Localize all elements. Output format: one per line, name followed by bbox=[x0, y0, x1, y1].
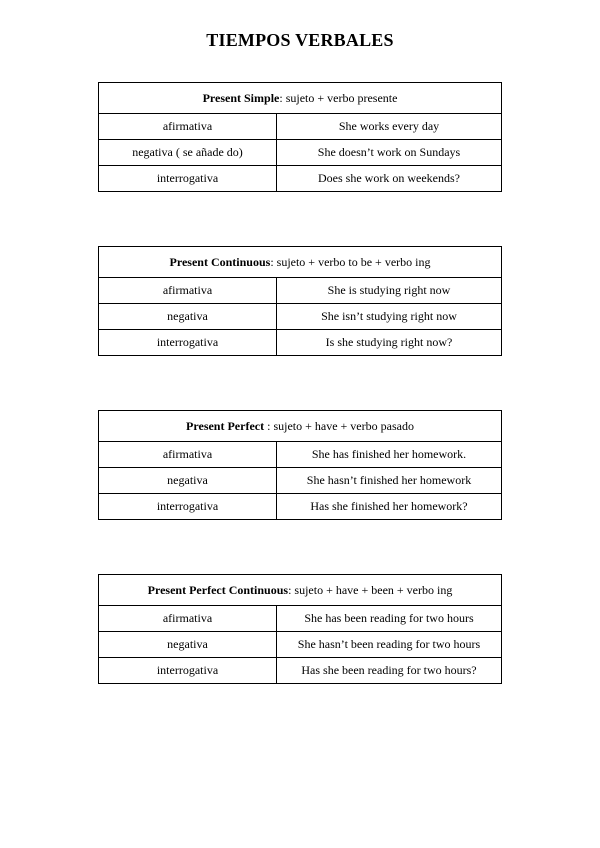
form-cell: afirmativa bbox=[99, 278, 277, 304]
table-row bbox=[99, 114, 502, 140]
form-cell: negativa bbox=[99, 468, 277, 494]
table-row bbox=[99, 658, 502, 684]
tense-formula: : sujeto + have + been + verbo ing bbox=[288, 582, 453, 597]
form-cell: interrogativa bbox=[99, 166, 277, 192]
form-cell: afirmativa bbox=[99, 606, 277, 632]
example-cell: She isn’t studying right now bbox=[277, 304, 502, 330]
present-simple-table bbox=[98, 82, 502, 192]
table-row bbox=[99, 606, 502, 632]
form-cell: negativa bbox=[99, 632, 277, 658]
form-cell: afirmativa bbox=[99, 442, 277, 468]
table-row bbox=[99, 442, 502, 468]
tense-formula: : sujeto + verbo to be + verbo ing bbox=[270, 254, 431, 269]
form-cell: negativa bbox=[99, 304, 277, 330]
example-cell: Has she finished her homework? bbox=[277, 494, 502, 520]
table-row bbox=[99, 304, 502, 330]
example-cell: Is she studying right now? bbox=[277, 330, 502, 356]
example-cell: Does she work on weekends? bbox=[277, 166, 502, 192]
table-row bbox=[99, 632, 502, 658]
table-row bbox=[99, 278, 502, 304]
form-cell: interrogativa bbox=[99, 658, 277, 684]
tense-formula: : sujeto + verbo presente bbox=[279, 90, 398, 105]
table-row bbox=[99, 166, 502, 192]
tense-formula: : sujeto + have + verbo pasado bbox=[264, 418, 414, 433]
present-perfect-continuous-table bbox=[98, 574, 502, 684]
form-cell: interrogativa bbox=[99, 330, 277, 356]
form-cell: negativa ( se añade do) bbox=[99, 140, 277, 166]
table-header bbox=[99, 575, 502, 606]
example-cell: She hasn’t been reading for two hours bbox=[277, 632, 502, 658]
table-row bbox=[99, 468, 502, 494]
tense-name: Present Perfect Continuous bbox=[147, 582, 289, 597]
table-header bbox=[99, 247, 502, 278]
tense-name: Present Simple bbox=[202, 90, 280, 105]
example-cell: She has finished her homework. bbox=[277, 442, 502, 468]
example-cell: She is studying right now bbox=[277, 278, 502, 304]
form-cell: interrogativa bbox=[99, 494, 277, 520]
example-cell: She doesn’t work on Sundays bbox=[277, 140, 502, 166]
example-cell: She works every day bbox=[277, 114, 502, 140]
table-row bbox=[99, 494, 502, 520]
present-continuous-table bbox=[98, 246, 502, 356]
tense-name: Present Perfect bbox=[186, 418, 265, 433]
table-header bbox=[99, 83, 502, 114]
page-title: TIEMPOS VERBALES bbox=[206, 30, 394, 50]
form-cell: afirmativa bbox=[99, 114, 277, 140]
table-row bbox=[99, 140, 502, 166]
example-cell: Has she been reading for two hours? bbox=[277, 658, 502, 684]
present-perfect-table bbox=[98, 410, 502, 520]
example-cell: She has been reading for two hours bbox=[277, 606, 502, 632]
table-header bbox=[99, 411, 502, 442]
example-cell: She hasn’t finished her homework bbox=[277, 468, 502, 494]
table-row bbox=[99, 330, 502, 356]
tense-name: Present Continuous bbox=[169, 254, 271, 269]
